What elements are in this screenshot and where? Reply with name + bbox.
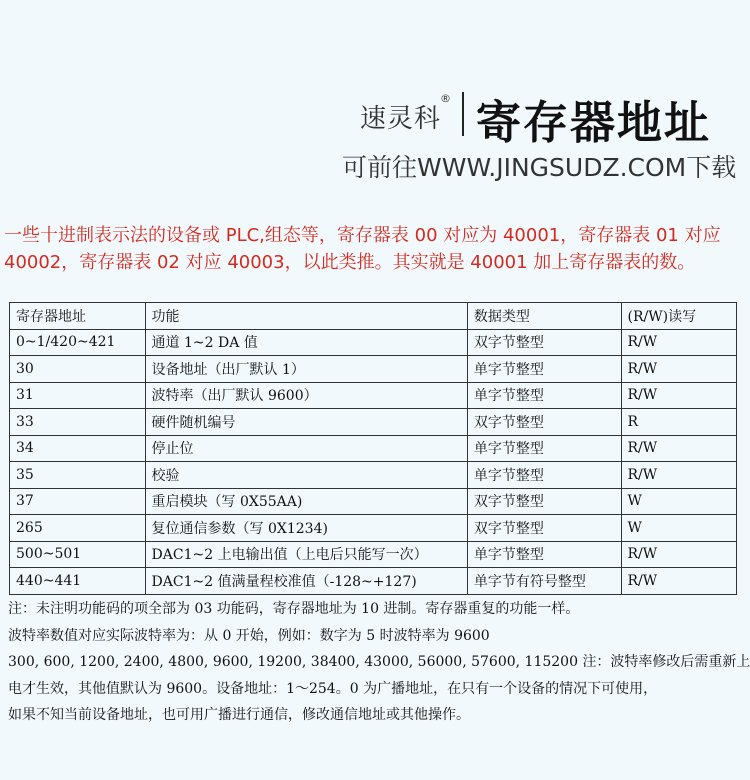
table-row [10, 568, 737, 595]
cell-address: 33 [10, 409, 146, 436]
header-function: 功能 [145, 303, 467, 330]
cell-function: 设备地址（出厂默认 1） [145, 356, 467, 383]
cell-address: 0~1/420~421 [10, 329, 146, 356]
header-address: 寄存器地址 [10, 303, 146, 330]
header-data-type: 数据类型 [467, 303, 621, 330]
table-row [10, 356, 737, 383]
cell-data-type: 单字节整型 [467, 356, 621, 383]
cell-rw: R/W [621, 541, 737, 568]
cell-rw: R/W [621, 568, 737, 595]
table-row [10, 382, 737, 409]
table-row [10, 329, 737, 356]
cell-address: 30 [10, 356, 146, 383]
cell-function: 通道 1~2 DA 值 [145, 329, 467, 356]
cell-rw: W [621, 488, 737, 515]
note-line: 波特率数值对应实际波特率为：从 0 开始，例如：数字为 5 时波特率为 9600 [8, 627, 490, 644]
cell-rw: R/W [621, 435, 737, 462]
table-row [10, 435, 737, 462]
cell-function: 波特率（出厂默认 9600） [145, 382, 467, 409]
table-row [10, 488, 737, 515]
note-line: 电才生效，其他值默认为 9600。设备地址：1～254。0 为广播地址，在只有一个设备的情况下可使用， [8, 680, 658, 697]
cell-data-type: 双字节整型 [467, 329, 621, 356]
register-table [9, 302, 737, 595]
notes-section [8, 596, 750, 729]
cell-data-type: 单字节整型 [467, 462, 621, 489]
cell-rw: W [621, 515, 737, 542]
table-row [10, 409, 737, 436]
table-row [10, 515, 737, 542]
cell-address: 265 [10, 515, 146, 542]
cell-address: 31 [10, 382, 146, 409]
cell-rw: R/W [621, 356, 737, 383]
cell-data-type: 双字节整型 [467, 409, 621, 436]
note-line: 300, 600, 1200, 2400, 4800, 9600, 19200, 38400, 43000, 56000, 57600, 115200 注：波特率修改后需重新上 [8, 654, 750, 670]
cell-function: 硬件随机编号 [145, 409, 467, 436]
cell-function: DAC1~2 上电输出值（上电后只能写一次） [145, 541, 467, 568]
cell-function: 重启模块（写 0X55AA) [145, 488, 467, 515]
header [0, 0, 750, 200]
cell-address: 500~501 [10, 541, 146, 568]
cell-rw: R/W [621, 462, 737, 489]
cell-address: 34 [10, 435, 146, 462]
page-title: 寄存器地址 [476, 96, 712, 149]
note-line: 如果不知当前设备地址，也可用广播进行通信，修改通信地址或其他操作。 [8, 707, 470, 723]
cell-data-type: 单字节整型 [467, 541, 621, 568]
cell-address: 37 [10, 488, 146, 515]
cell-function: DAC1~2 值满量程校准值（-128~+127) [145, 568, 467, 595]
cell-rw: R [621, 409, 737, 436]
registered-mark: ® [440, 92, 451, 105]
cell-data-type: 单字节整型 [467, 382, 621, 409]
cell-function: 校验 [145, 462, 467, 489]
cell-address: 440~441 [10, 568, 146, 595]
cell-data-type: 双字节整型 [467, 488, 621, 515]
header-divider [462, 92, 464, 136]
note-line: 注：未注明功能码的项全部为 03 功能码，寄存器地址为 10 进制。寄存器重复的功能一样。 [8, 601, 580, 617]
cell-data-type: 单字节整型 [467, 435, 621, 462]
download-note: 可前往WWW.JINGSUDZ.COM下载 [342, 153, 737, 182]
brand-name: 速灵科 [360, 104, 442, 134]
header-rw: (R/W)读写 [621, 303, 737, 330]
cell-address: 35 [10, 462, 146, 489]
cell-rw: R/W [621, 382, 737, 409]
cell-data-type: 双字节整型 [467, 515, 621, 542]
cell-function: 停止位 [145, 435, 467, 462]
cell-data-type: 单字节有符号整型 [467, 568, 621, 595]
cell-rw: R/W [621, 329, 737, 356]
table-row [10, 541, 737, 568]
table-header-row [10, 303, 737, 330]
cell-function: 复位通信参数（写 0X1234) [145, 515, 467, 542]
table-row [10, 462, 737, 489]
intro-paragraph: 一些十进制表示法的设备或 PLC,组态等，寄存器表 00 对应为 40001，寄存器表 01 对应 40002，寄存器表 02 对应 40003，以此类推。其实就是 40001 加上寄存器表的数。 [4, 225, 721, 273]
